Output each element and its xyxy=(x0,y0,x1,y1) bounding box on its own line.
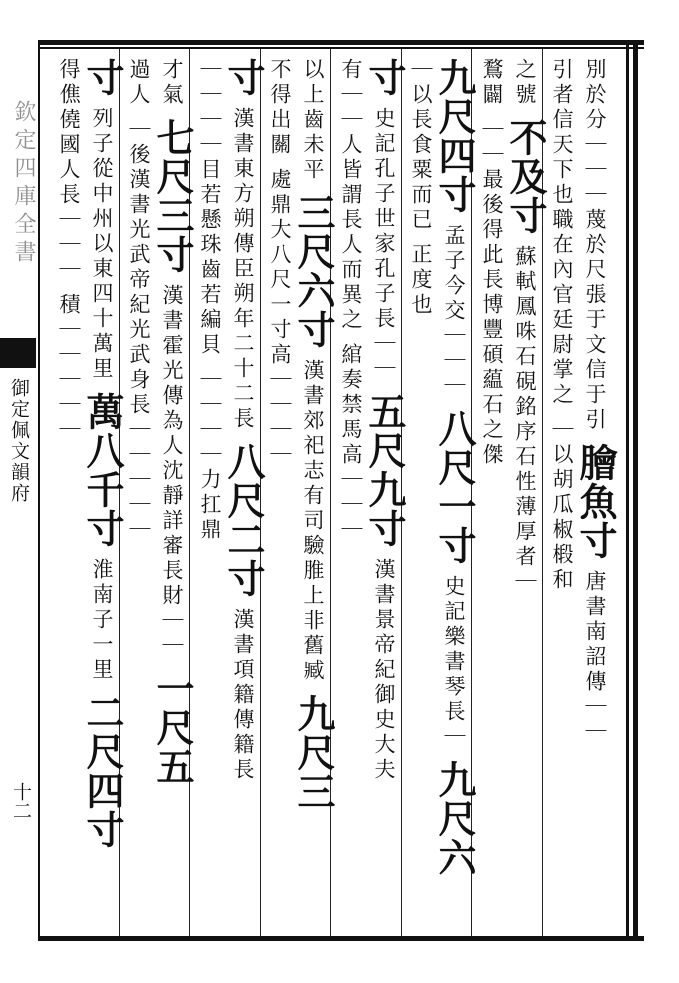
commentary-text: 史記孔子世家孔子長｜｜ xyxy=(372,107,396,382)
text-column xyxy=(150,58,195,928)
commentary-text: ｜後漢書光武帝紀光武身長｜｜｜｜｜ xyxy=(127,118,151,543)
entry-heading: 八尺一寸 xyxy=(432,409,477,565)
commentary-text: 淮南子一里 xyxy=(90,558,114,683)
commentary-text: 漢書郊祀志有司驗脽上非舊臧 xyxy=(301,359,325,684)
entry-heading: 九尺三 xyxy=(291,694,336,811)
text-column xyxy=(221,58,266,928)
commentary-text: 蘇軾鳳咮石硯銘序石性薄厚者｜ xyxy=(513,245,537,595)
commentary-text: ｜以胡瓜椒椴和 xyxy=(550,418,574,593)
commentary-text: ｜｜最後得此長博豐碩藴石之傑 xyxy=(480,118,504,468)
commentary-text: 鶩闢 xyxy=(480,58,504,108)
commentary-text: 有｜｜人皆謂長人而異之 xyxy=(339,58,363,333)
entry-heading: 寸 xyxy=(362,58,407,97)
commentary-text: 綰奏禁馬高｜｜｜ xyxy=(339,343,363,543)
commentary-text: 過人 xyxy=(127,58,151,108)
commentary-text: 以上齒未平 xyxy=(301,58,325,183)
commentary-text: 別於分｜｜｜蔑於尺張于文信于引 xyxy=(583,58,607,433)
margin-top-fragment: 欽定四庫全書 xyxy=(11,100,36,268)
entry-heading: 九尺六 xyxy=(432,760,477,877)
entry-heading: 九尺四寸 xyxy=(432,58,477,214)
text-column xyxy=(291,58,336,928)
entry-heading: 不及寸 xyxy=(503,118,548,235)
text-column xyxy=(194,58,220,928)
text-column xyxy=(546,58,572,928)
entry-heading: 八尺二寸 xyxy=(221,442,266,598)
frame-right-inner-border xyxy=(626,40,629,941)
text-column xyxy=(362,58,407,928)
commentary-text: 漢書東方朔傳臣朔年二十二長 xyxy=(231,107,255,432)
margin-strip xyxy=(0,40,38,941)
entry-heading: 三尺六寸 xyxy=(291,193,336,349)
margin-book-title: 御定佩文韻府 xyxy=(8,378,30,504)
commentary-text: ｜以長食粟而已 xyxy=(409,58,433,233)
commentary-text: 不得出關 xyxy=(268,58,292,158)
commentary-text: 正度也 xyxy=(409,243,433,318)
frame-bottom-border xyxy=(38,936,644,941)
text-column xyxy=(335,58,361,928)
frame-top-inner-border xyxy=(38,47,644,49)
commentary-text: 積｜｜｜｜｜ xyxy=(57,293,81,443)
entry-heading: 二尺四寸 xyxy=(80,693,125,849)
entry-heading: 一尺五 xyxy=(150,669,195,786)
entry-heading: 五尺九寸 xyxy=(362,392,407,548)
text-column xyxy=(503,58,548,928)
commentary-text: ｜｜｜｜力扛鼎 xyxy=(198,368,222,543)
entry-heading: 萬八千寸 xyxy=(80,392,125,548)
commentary-text: 引者信天下也職在內官廷尉掌之 xyxy=(550,58,574,408)
text-column xyxy=(80,58,125,928)
text-column xyxy=(123,58,149,928)
text-column xyxy=(405,58,431,928)
commentary-text: 唐書南詔傳｜｜ xyxy=(583,570,607,745)
commentary-text: 孟子今交｜｜｜ xyxy=(442,224,466,399)
margin-page-number: 十二 xyxy=(10,782,32,820)
text-column xyxy=(432,58,477,928)
frame-top-border xyxy=(38,40,644,45)
commentary-text: 史記樂書琴長｜ xyxy=(442,575,466,750)
text-column xyxy=(573,58,618,928)
commentary-text: 漢書霍光傳為人沈靜詳審長財｜｜ xyxy=(160,284,184,659)
entry-heading: 寸 xyxy=(80,58,125,97)
text-column xyxy=(53,58,79,928)
entry-heading: 寸 xyxy=(221,58,266,97)
commentary-text: ｜｜｜｜目若懸珠齒若編貝 xyxy=(198,58,222,358)
commentary-text: 之號 xyxy=(513,58,537,108)
commentary-text: 得僬僥國人長｜｜｜ xyxy=(57,58,81,283)
commentary-text: 處鼎大八尺一寸高｜｜｜｜ xyxy=(268,168,292,468)
entry-heading: 七尺三寸 xyxy=(150,118,195,274)
commentary-text: 列子從中州以東四十萬里 xyxy=(90,107,114,382)
commentary-text: 漢書景帝紀御史大夫 xyxy=(372,558,396,783)
text-column xyxy=(476,58,502,928)
entry-heading: 膾魚寸 xyxy=(573,443,618,560)
commentary-text: 才氣 xyxy=(160,58,184,108)
commentary-text: 漢書項籍傳籍長 xyxy=(231,608,255,783)
frame-right-border xyxy=(633,40,638,941)
text-column xyxy=(264,58,290,928)
margin-black-tab xyxy=(0,338,36,368)
